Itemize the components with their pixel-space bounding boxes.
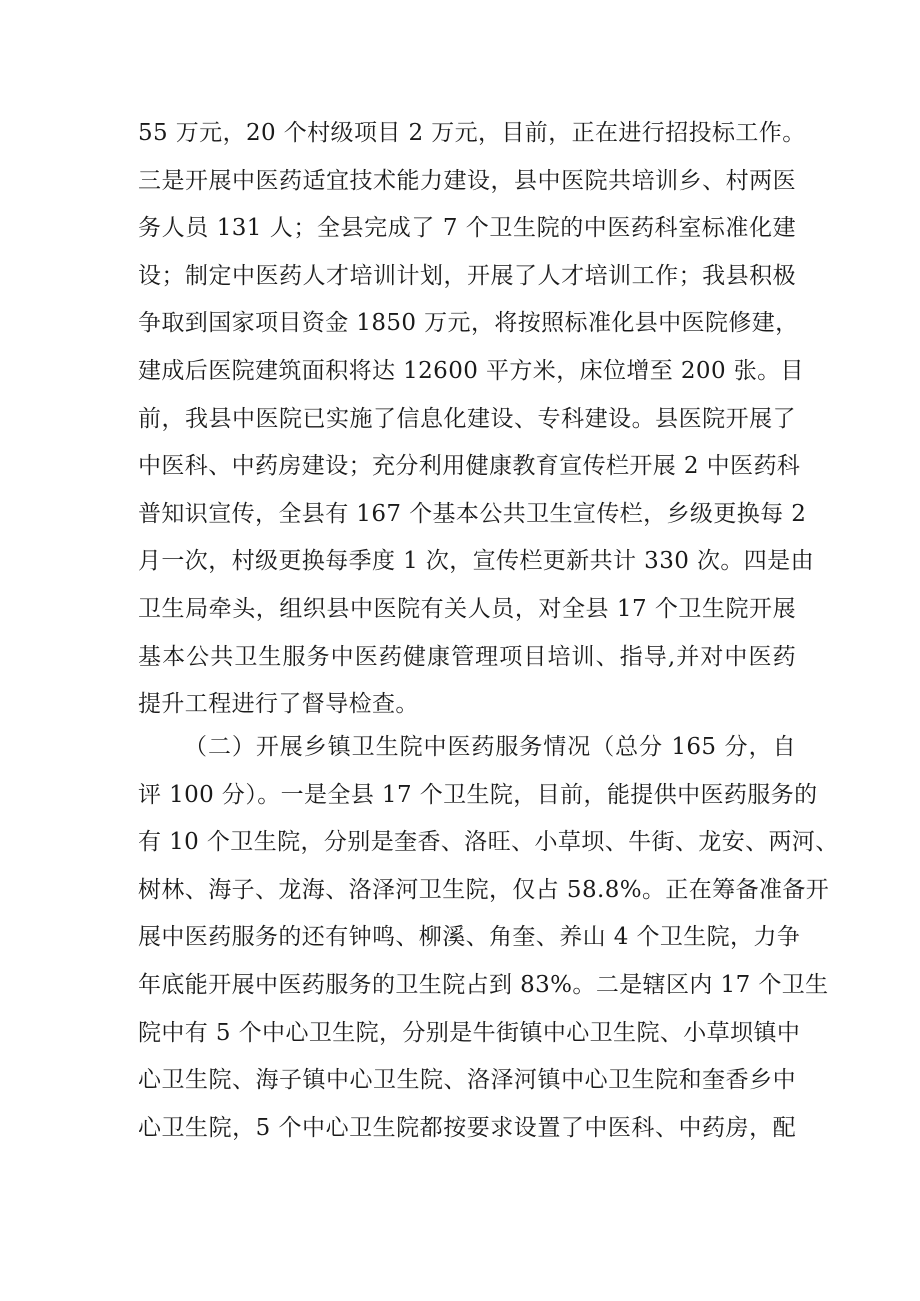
text-line: 中医科、中药房建设；充分利用健康教育宣传栏开展 2 中医药科 — [138, 453, 801, 480]
text-line: 展中医药服务的还有钟鸣、柳溪、角奎、养山 4 个卫生院，力争 — [138, 924, 801, 951]
text-line: 争取到国家项目资金 1850 万元，将按照标准化县中医院修建， — [138, 310, 799, 337]
text-line: 普知识宣传，全县有 167 个基本公共卫生宣传栏，乡级更换每 2 — [138, 500, 807, 527]
text-line: 三是开展中医药适宜技术能力建设，县中医院共培训乡、村两医 — [138, 167, 796, 194]
text-line: 月一次，村级更换每季度 1 次，宣传栏更新共计 330 次。四是由 — [138, 548, 814, 575]
text-line: 前，我县中医院已实施了信息化建设、专科建设。县医院开展了 — [138, 405, 796, 432]
text-line: 有 10 个卫生院，分别是奎香、洛旺、小草坝、牛街、龙安、两河、 — [138, 829, 839, 856]
paragraph-1 — [138, 110, 814, 729]
text-line: 务人员 131 人；全县完成了 7 个卫生院的中医药科室标准化建 — [138, 215, 796, 242]
text-line: （二）开展乡镇卫生院中医药服务情况（总分 165 分，自 — [184, 734, 796, 760]
text-line: 心卫生院，5 个中心卫生院都按要求设置了中医科、中药房，配 — [138, 1114, 796, 1141]
text-line: 卫生局牵头，组织县中医院有关人员，对全县 17 个卫生院开展 — [138, 595, 796, 622]
text-line: 设；制定中医药人才培训计划，开展了人才培训工作；我县积极 — [138, 262, 796, 289]
text-line: 院中有 5 个中心卫生院，分别是牛街镇中心卫生院、小草坝镇中 — [138, 1019, 801, 1046]
text-line: 心卫生院、海子镇中心卫生院、洛泽河镇中心卫生院和奎香乡中 — [138, 1067, 796, 1094]
text-line: 55 万元，20 个村级项目 2 万元，目前，正在进行招投标工作。 — [138, 120, 806, 146]
text-line: 建成后医院建筑面积将达 12600 平方米，床位增至 200 张。目 — [138, 357, 804, 384]
paragraph-2 — [138, 724, 839, 1152]
text-line: 评 100 分）。一是全县 17 个卫生院，目前，能提供中医药服务的 — [138, 781, 818, 808]
text-line: 提升工程进行了督导检查。 — [138, 691, 419, 718]
text-line: 年底能开展中医药服务的卫生院占到 83%。二是辖区内 17 个卫生 — [138, 971, 829, 998]
text-line: 基本公共卫生服务中医药健康管理项目培训、指导,并对中医药 — [138, 643, 796, 670]
text-line: 树林、海子、龙海、洛泽河卫生院，仅占 58.8%。正在筹备准备开 — [138, 876, 830, 903]
